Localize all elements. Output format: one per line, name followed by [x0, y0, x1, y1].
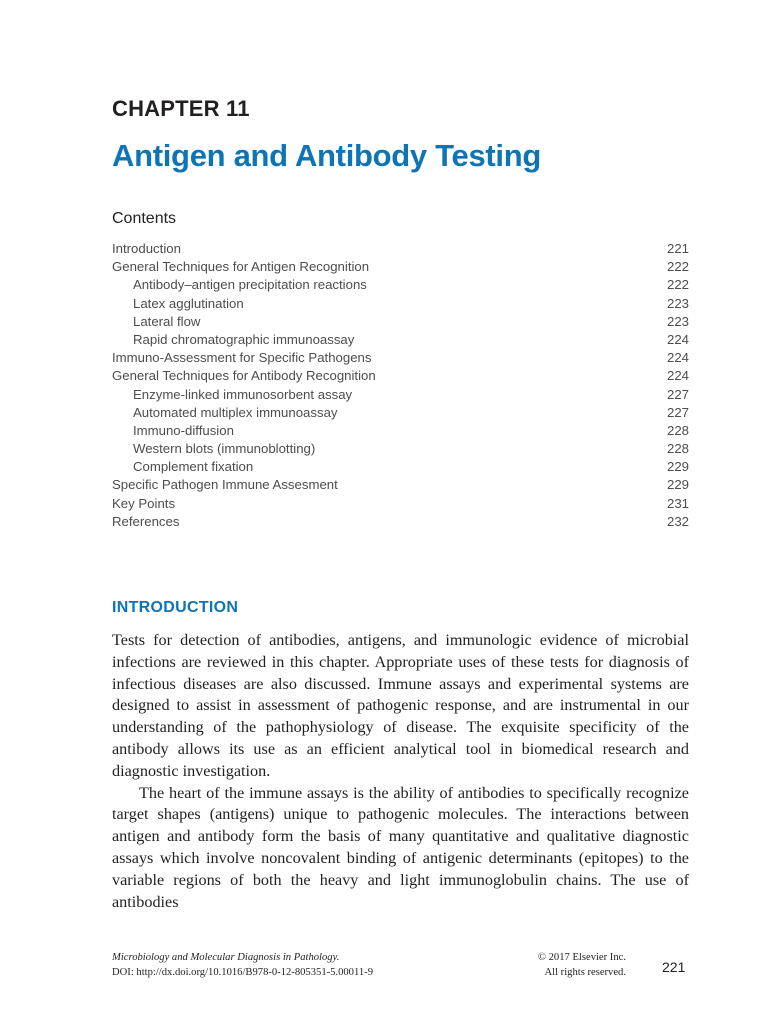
toc-item-specific-pathogen[interactable] — [112, 476, 689, 494]
toc-item-elisa[interactable] — [112, 386, 689, 404]
toc-item-label: General Techniques for Antigen Recognition — [112, 259, 370, 275]
toc-item-page: 227 — [666, 404, 689, 420]
toc-item-page: 222 — [666, 277, 689, 293]
toc-item-label: Antibody–antigen precipitation reactions — [133, 277, 367, 293]
toc-item-lateral-flow[interactable] — [112, 313, 689, 331]
footer-citation — [112, 950, 373, 980]
toc-item-page: 224 — [666, 350, 689, 366]
table-of-contents — [112, 240, 689, 531]
toc-item-page: 229 — [666, 459, 689, 475]
toc-item-label: Latex agglutination — [133, 295, 244, 311]
footer-journal: Microbiology and Molecular Diagnosis in Pathology. — [112, 952, 340, 963]
toc-item-page: 223 — [666, 295, 689, 311]
toc-item-precipitation-reactions[interactable] — [112, 276, 689, 294]
paragraph: The heart of the immune assays is the ability of antibodies to specifically recognize target shapes (antigens) unique to pathogenic molecules. The interactions between antigen and antibody form the basis of many quantitative and qualitative diagnostic assays which involve noncovalent binding of antigenic determinants (epitopes) to the variable regions of both the heavy and light immunoglobulin chains. The use of antibodies — [112, 783, 689, 911]
toc-item-references[interactable] — [112, 513, 689, 531]
toc-item-label: Specific Pathogen Immune Assesment — [112, 477, 338, 493]
rights-text: All rights reserved. — [544, 967, 626, 978]
page-number: 221 — [662, 959, 686, 975]
body-text — [112, 630, 689, 913]
toc-item-label: Lateral flow — [133, 313, 201, 329]
toc-item-page: 221 — [666, 241, 689, 256]
toc-item-label: Western blots (immunoblotting) — [133, 441, 316, 457]
paragraph: Tests for detection of antibodies, antigens, and immunologic evidence of microbial infections are reviewed in this chapter. Appropriate uses of these tests for diagnosis of infectious diseases are also discussed. Immune assays and experimental systems are designed to assist in assessment of pathogenic response, and are instrumental in our understanding of the pathophysiology of disease. The exquisite specificity of the antibody allows its use as an efficient analytical tool in biomedical research and diagnostic investigation. — [112, 631, 689, 780]
toc-item-immuno-assessment[interactable] — [112, 349, 689, 367]
chapter-title: Antigen and Antibody Testing — [112, 138, 542, 173]
toc-item-antibody-techniques[interactable] — [112, 367, 689, 385]
toc-item-western-blots[interactable] — [112, 440, 689, 458]
toc-item-label: Introduction — [112, 241, 181, 256]
toc-item-page: 228 — [666, 441, 689, 457]
toc-item-label: References — [112, 513, 180, 529]
footer-doi-link[interactable]: DOI: http://dx.doi.org/10.1016/B978-0-12-805351-5.00011-9 — [112, 967, 374, 978]
toc-item-label: Key Points — [112, 495, 176, 511]
toc-item-page: 222 — [666, 259, 689, 275]
toc-item-multiplex-immunoassay[interactable] — [112, 404, 689, 422]
section-heading: INTRODUCTION — [112, 599, 239, 616]
chapter-label: CHAPTER 11 — [112, 96, 250, 121]
toc-item-immuno-diffusion[interactable] — [112, 422, 689, 440]
toc-item-page: 232 — [666, 513, 689, 529]
toc-item-key-points[interactable] — [112, 495, 689, 513]
contents-heading: Contents — [112, 210, 177, 227]
copyright-text: © 2017 Elsevier Inc. — [537, 952, 626, 963]
footer-copyright — [506, 950, 626, 980]
toc-item-label: Immuno-diffusion — [133, 422, 234, 438]
toc-item-antigen-techniques[interactable] — [112, 258, 689, 276]
toc-item-page: 228 — [666, 422, 689, 438]
toc-item-label: Rapid chromatographic immunoassay — [133, 331, 355, 347]
toc-item-label: Immuno-Assessment for Specific Pathogens — [112, 350, 372, 366]
toc-item-page: 224 — [666, 331, 689, 347]
toc-item-label: General Techniques for Antibody Recognition — [112, 368, 376, 384]
toc-item-page: 229 — [666, 477, 689, 493]
toc-item-label: Enzyme-linked immunosorbent assay — [133, 386, 353, 402]
toc-item-page: 227 — [666, 386, 689, 402]
toc-item-label: Complement fixation — [133, 459, 254, 475]
toc-item-introduction[interactable] — [112, 240, 689, 258]
toc-item-rapid-chromatographic[interactable] — [112, 331, 689, 349]
toc-item-latex-agglutination[interactable] — [112, 295, 689, 313]
toc-item-complement-fixation[interactable] — [112, 458, 689, 476]
toc-item-label: Automated multiplex immunoassay — [133, 404, 338, 420]
toc-item-page: 224 — [666, 368, 689, 384]
toc-item-page: 231 — [666, 495, 689, 511]
toc-item-page: 223 — [666, 313, 689, 329]
